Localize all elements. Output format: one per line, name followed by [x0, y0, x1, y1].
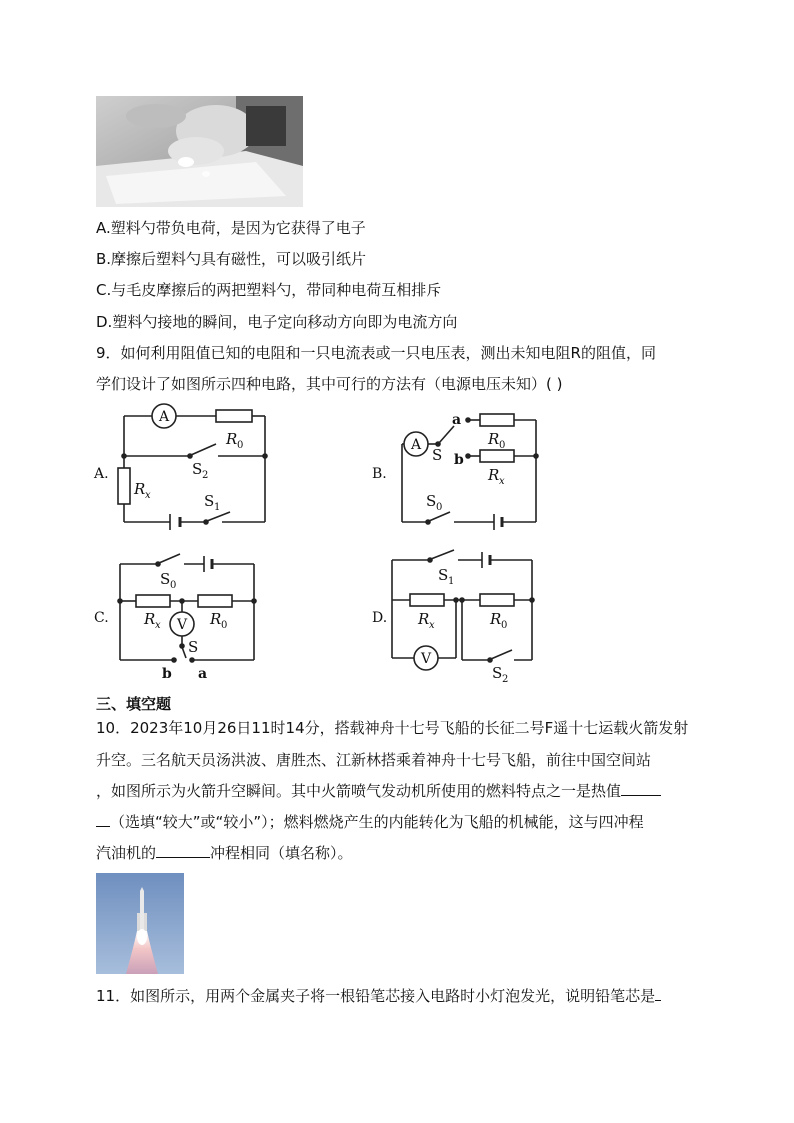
svg-text:S: S: [492, 664, 503, 682]
rocket-launch-photo: [96, 873, 184, 974]
svg-text:R: R: [488, 430, 500, 448]
circuit-a: [92, 402, 277, 530]
svg-text:R: R: [144, 610, 156, 628]
q9-stem-line1: 9．如何利用阻值已知的电阻和一只电流表或一只电压表，测出未知电阻R的阻值，同: [96, 344, 656, 362]
switch-s0: [429, 512, 450, 521]
svg-text:0: 0: [221, 620, 228, 631]
svg-text:x: x: [155, 620, 161, 631]
q8-option-c: C.与毛皮摩擦后的两把塑料勺，带同种电荷互相排斥: [96, 281, 442, 299]
q10-line3-text: ，如图所示为火箭升空瞬间。其中火箭喷气发动机所使用的燃料特点之一是热值: [96, 782, 622, 800]
svg-text:0: 0: [436, 502, 443, 513]
circuit-d: [370, 548, 550, 683]
switch-s0: [159, 554, 180, 563]
svg-text:2: 2: [502, 674, 509, 683]
circuit-d-label: D.: [372, 610, 388, 626]
answer-blank[interactable]: [156, 843, 210, 858]
section-heading: 三、填空题: [96, 695, 172, 713]
svg-text:a: a: [198, 666, 208, 682]
q10-line1: 10．2023年10月26日11时14分，搭载神舟十七号飞船的长征二号F遥十七运载火箭发射: [96, 719, 689, 737]
circuit-a-label: A.: [94, 466, 109, 482]
svg-text:x: x: [499, 476, 505, 487]
switch-s: [182, 647, 186, 658]
svg-text:S: S: [204, 492, 215, 510]
q8-option-d: D.塑料勺接地的瞬间，电子定向移动方向即为电流方向: [96, 313, 458, 331]
svg-text:R: R: [210, 610, 222, 628]
q10-line4-text: （选填“较大”或“较小”）；燃料燃烧产生的内能转化为飞船的机械能，这与四冲程: [110, 813, 644, 831]
q10-line2: 升空。三名航天员汤洪波、唐胜杰、江新林搭乘着神舟十七号飞船，前往中国空间站: [96, 751, 652, 769]
circuit-b-label: B.: [372, 466, 387, 482]
svg-text:0: 0: [501, 620, 508, 631]
resistor-r0: [480, 594, 514, 606]
q8-option-b: B.摩擦后塑料勺具有磁性，可以吸引纸片: [96, 250, 367, 268]
svg-text:1: 1: [448, 576, 455, 587]
q11-line1-text: 11．如图所示，用两个金属夹子将一根铅笔芯接入电路时小灯泡发光，说明铅笔芯是: [96, 987, 656, 1005]
q10-line3: [96, 781, 661, 801]
svg-text:S: S: [192, 460, 203, 478]
svg-text:2: 2: [202, 470, 209, 481]
q8-option-a: A.塑料勺带负电荷，是因为它获得了电子: [96, 219, 366, 237]
switch-s1: [207, 512, 230, 521]
resistor-rx: [136, 595, 170, 607]
resistor-r0: [198, 595, 232, 607]
svg-text:b: b: [454, 452, 464, 468]
spoon-paper-photo: [96, 96, 303, 207]
svg-text:S: S: [438, 566, 449, 584]
resistor-r0: [216, 410, 252, 422]
svg-text:b: b: [162, 666, 172, 682]
svg-text:R: R: [488, 466, 500, 484]
svg-text:S: S: [188, 638, 199, 656]
svg-text:R: R: [418, 610, 430, 628]
circuit-b: [370, 402, 550, 530]
svg-text:0: 0: [499, 440, 506, 451]
svg-text:x: x: [429, 620, 435, 631]
svg-text:R: R: [490, 610, 502, 628]
answer-blank[interactable]: [655, 986, 661, 1001]
resistor-rx: [480, 450, 514, 462]
circuit-c-label: C.: [94, 610, 109, 626]
svg-text:1: 1: [214, 502, 221, 513]
switch-s1: [431, 550, 454, 559]
svg-text:V: V: [176, 617, 188, 633]
svg-text:R: R: [226, 430, 238, 448]
svg-text:a: a: [452, 412, 462, 428]
q10-line5-text-a: 汽油机的: [96, 844, 157, 862]
svg-text:S: S: [426, 492, 437, 510]
circuit-c: [92, 552, 277, 682]
answer-blank[interactable]: [96, 812, 110, 827]
svg-text:V: V: [420, 651, 432, 667]
svg-text:A: A: [410, 437, 422, 453]
q9-stem-line2: 学们设计了如图所示四种电路，其中可行的方法有（电源电压未知）( ): [96, 375, 563, 393]
resistor-rx: [118, 468, 130, 504]
switch-s2: [191, 444, 216, 455]
switch-s: [439, 426, 454, 443]
resistor-rx: [410, 594, 444, 606]
q10-line4: [96, 812, 644, 832]
svg-text:S: S: [432, 446, 443, 464]
svg-text:A: A: [158, 409, 170, 425]
svg-text:S: S: [160, 570, 171, 588]
q10-line5-text-b: 冲程相同（填名称）。: [210, 844, 353, 862]
svg-text:x: x: [145, 490, 151, 501]
switch-s2: [491, 650, 512, 659]
svg-text:0: 0: [237, 440, 244, 451]
svg-text:0: 0: [170, 580, 177, 591]
resistor-r0: [480, 414, 514, 426]
q11-line1: [96, 986, 661, 1006]
svg-text:R: R: [134, 480, 146, 498]
answer-blank[interactable]: [621, 781, 661, 796]
q10-line5: [96, 843, 353, 863]
